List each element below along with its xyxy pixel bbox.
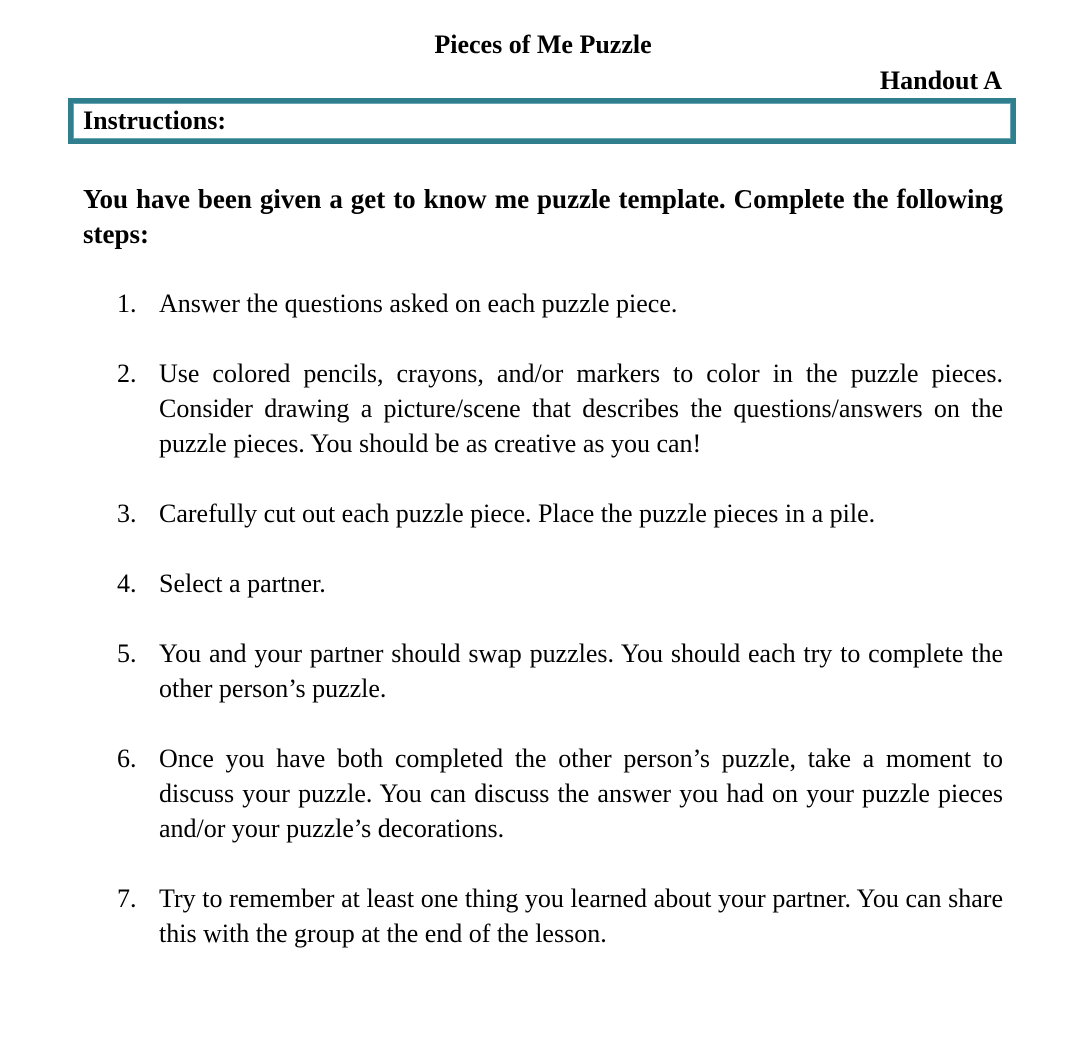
instructions-box (68, 98, 1016, 144)
page-title: Pieces of Me Puzzle (434, 30, 652, 59)
step-number: 6. (117, 744, 137, 773)
list-item (117, 566, 1003, 601)
list-item (117, 356, 1003, 461)
step-text: Answer the questions asked on each puzzle piece. (159, 289, 678, 318)
steps-list (117, 286, 1003, 986)
list-item (117, 881, 1003, 951)
step-number: 3. (117, 499, 137, 528)
intro-paragraph: You have been given a get to know me puzzle template. Complete the following steps: (83, 184, 1003, 249)
list-item (117, 496, 1003, 531)
step-number: 4. (117, 569, 137, 598)
step-text: Try to remember at least one thing you learned about your partner. You can share this with the group at the end of the lesson. (159, 884, 1003, 948)
step-number: 2. (117, 359, 137, 388)
step-number: 7. (117, 884, 137, 913)
handout-label: Handout A (879, 66, 1002, 95)
list-item (117, 286, 1003, 321)
step-number: 5. (117, 639, 137, 668)
step-text: Select a partner. (159, 569, 326, 598)
step-text: Use colored pencils, crayons, and/or markers to color in the puzzle pieces. Consider drawing a picture/scene that describes the questions/answers on the puzzle pieces. You should be as creative as you can! (159, 359, 1003, 458)
list-item (117, 636, 1003, 706)
instructions-label: Instructions: (83, 106, 227, 135)
list-item (117, 741, 1003, 846)
step-text: Once you have both completed the other person’s puzzle, take a moment to discuss your puzzle. You can discuss the answer you had on your puzzle pieces and/or your puzzle’s decorations. (159, 744, 1003, 843)
step-number: 1. (117, 289, 137, 318)
step-text: You and your partner should swap puzzles. You should each try to complete the other person’s puzzle. (159, 639, 1003, 703)
step-text: Carefully cut out each puzzle piece. Place the puzzle pieces in a pile. (159, 499, 876, 528)
